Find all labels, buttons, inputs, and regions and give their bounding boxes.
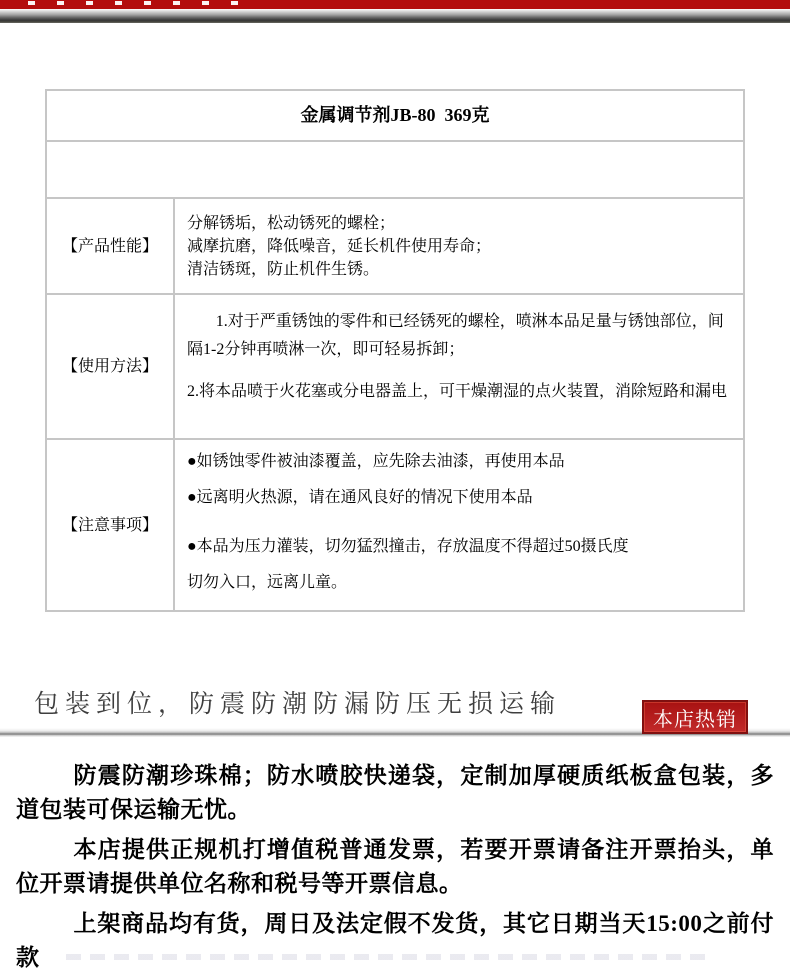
top-banner: [0, 0, 790, 23]
row-label-usage: 【使用方法】: [47, 295, 175, 438]
empty-row: [47, 142, 743, 199]
row-value-usage: [175, 295, 743, 438]
performance-line-2: 减摩抗磨，降低噪音，延长机件使用寿命；: [187, 237, 492, 255]
table-row-usage: [47, 295, 743, 440]
row-value-performance: [175, 199, 743, 293]
clipped-next-line-top: [66, 954, 714, 960]
clipped-white-text-fragments: [28, 1, 246, 5]
product-title: 金属调节剂JB-80 369克: [47, 91, 743, 142]
usage-step-2: 2.将本品喷于火花塞或分电器盖上，可干燥潮湿的点火装置，消除短路和漏电: [187, 383, 728, 400]
product-spec-table: [45, 89, 745, 612]
delivery-paragraph: 上架商品均有货，周日及法定假不发货，其它日期当天15:00之前付款: [16, 911, 774, 970]
row-label-notice: 【注意事项】: [47, 440, 175, 610]
packaging-paragraph: 防震防潮珍珠棉；防水喷胶快递袋，定制加厚硬质纸板盒包装，多道包装可保运输无忧。: [16, 763, 774, 822]
performance-line-1: 分解锈垢，松动锈死的螺栓；: [187, 214, 396, 232]
table-row-performance: [47, 199, 743, 295]
row-label-performance: 【产品性能】: [47, 199, 175, 293]
notice-bullet-2: ●远离明火热源，请在通风良好的情况下使用本品: [187, 489, 533, 506]
packaging-heading: 包装到位，防震防潮防漏防压无损运输: [34, 691, 562, 718]
row-value-notice: [175, 440, 743, 610]
table-row-notice: [47, 440, 743, 610]
hot-sale-badge: 本店热销: [642, 700, 748, 734]
shipping-info-text: [0, 737, 790, 975]
performance-line-3: 清洁锈斑，防止机件生锈。: [187, 260, 380, 278]
notice-bullet-3: ●本品为压力灌装，切勿猛烈撞击，存放温度不得超过50摄氏度: [187, 538, 629, 555]
metal-divider-bar: [0, 9, 790, 23]
notice-bullet-1: ●如锈蚀零件被油漆覆盖，应先除去油漆，再使用本品: [187, 453, 565, 470]
invoice-paragraph: 本店提供正规机打增值税普通发票，若要开票请备注开票抬头，单位开票请提供单位名称和税号等开票信息。: [16, 837, 774, 896]
red-strip-clipped-text: [0, 0, 790, 9]
notice-bullet-4: 切勿入口，远离儿童。: [187, 574, 348, 591]
packaging-section: [0, 678, 790, 737]
usage-step-1: 1.对于严重锈蚀的零件和已经锈死的螺栓，喷淋本品足量与锈蚀部位，间隔1-2分钟再喷淋一次，即可轻易拆卸；: [187, 313, 724, 358]
